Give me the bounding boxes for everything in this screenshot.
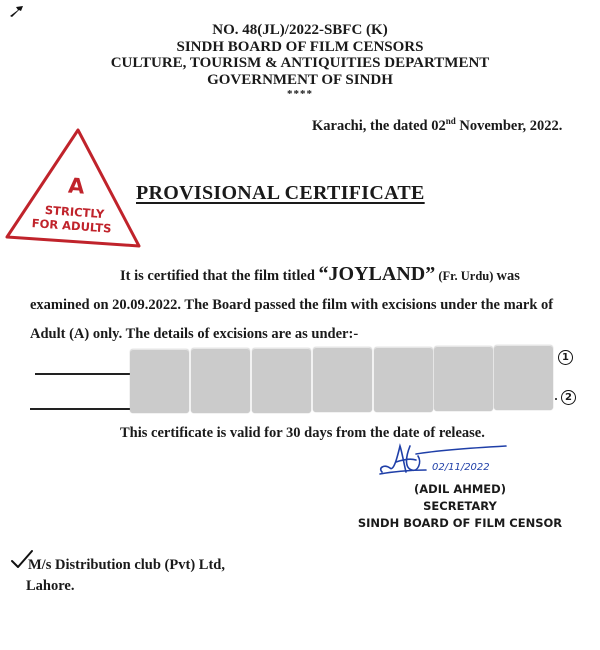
redacted-block: [252, 348, 311, 413]
redacted-block: [130, 349, 189, 413]
recipient-city: Lahore.: [26, 578, 75, 594]
dateline-ordinal: nd: [445, 116, 456, 126]
redacted-block: [191, 348, 250, 413]
dateline-prefix: Karachi, the dated 02: [312, 118, 446, 134]
body-line-3: Adult (A) only. The details of excisions are as under:-: [30, 326, 359, 342]
signatory-designation: SECRETARY: [423, 499, 497, 513]
signatory-organization: SINDH BOARD OF FILM CENSOR: [357, 516, 563, 530]
stamp-line1: STRICTLY: [44, 202, 105, 222]
header-stars: ****: [287, 88, 313, 100]
validity-statement: This certificate is valid for 30 days from the date of release.: [120, 425, 485, 441]
stamp-letter: A: [67, 173, 86, 199]
recipient-address: [10, 555, 225, 597]
certificate-title: PROVISIONAL CERTIFICATE: [136, 182, 425, 204]
stamp-line2: FOR ADULTS: [31, 216, 112, 236]
excision-line-2: [30, 408, 131, 410]
redacted-block: [494, 345, 553, 410]
redacted-block: [434, 346, 493, 411]
dateline: [312, 116, 562, 135]
body-line1-prefix: It is certified that the film titled: [120, 268, 319, 284]
body-line1-end: was: [496, 268, 520, 284]
reference-number: NO. 48(JL)/2022-SBFC (K): [212, 22, 388, 38]
recipient-line-1: [10, 555, 225, 576]
corner-arrow-mark-icon: [8, 4, 26, 18]
recipient-company: M/s Distribution club (Pvt) Ltd,: [28, 557, 225, 573]
body-line-2: examined on 20.09.2022. The Board passed the film with excisions under the mark of: [30, 297, 554, 313]
handwritten-signature: [370, 442, 510, 482]
board-name: SINDH BOARD OF FILM CENSORS: [176, 38, 424, 55]
signature-date: 02/11/2022: [432, 462, 490, 473]
warning-triangle-icon: [0, 126, 150, 252]
film-language: (Fr. Urdu): [435, 269, 497, 283]
excision-marker-1: 1: [558, 350, 573, 365]
checkmark-icon: [10, 549, 34, 569]
marker-dot: [555, 398, 557, 400]
body-line-1: [30, 260, 560, 291]
signatory-name: (ADIL AHMED): [414, 482, 506, 496]
redacted-block: [374, 347, 433, 412]
dateline-rest: November, 2022.: [455, 118, 563, 134]
signatory-block: [350, 481, 570, 532]
redacted-block: [313, 347, 372, 412]
excision-marker-2: 2: [561, 390, 576, 405]
excision-line-1: [35, 373, 131, 375]
department-name: CULTURE, TOURISM & ANTIQUITIES DEPARTMENT: [110, 55, 490, 71]
document-header: [0, 22, 600, 100]
adult-rating-stamp: [0, 126, 150, 252]
film-title: “JOYLAND”: [318, 263, 436, 285]
certificate-body: [30, 260, 560, 349]
government-name: GOVERNMENT OF SINDH: [207, 71, 393, 88]
